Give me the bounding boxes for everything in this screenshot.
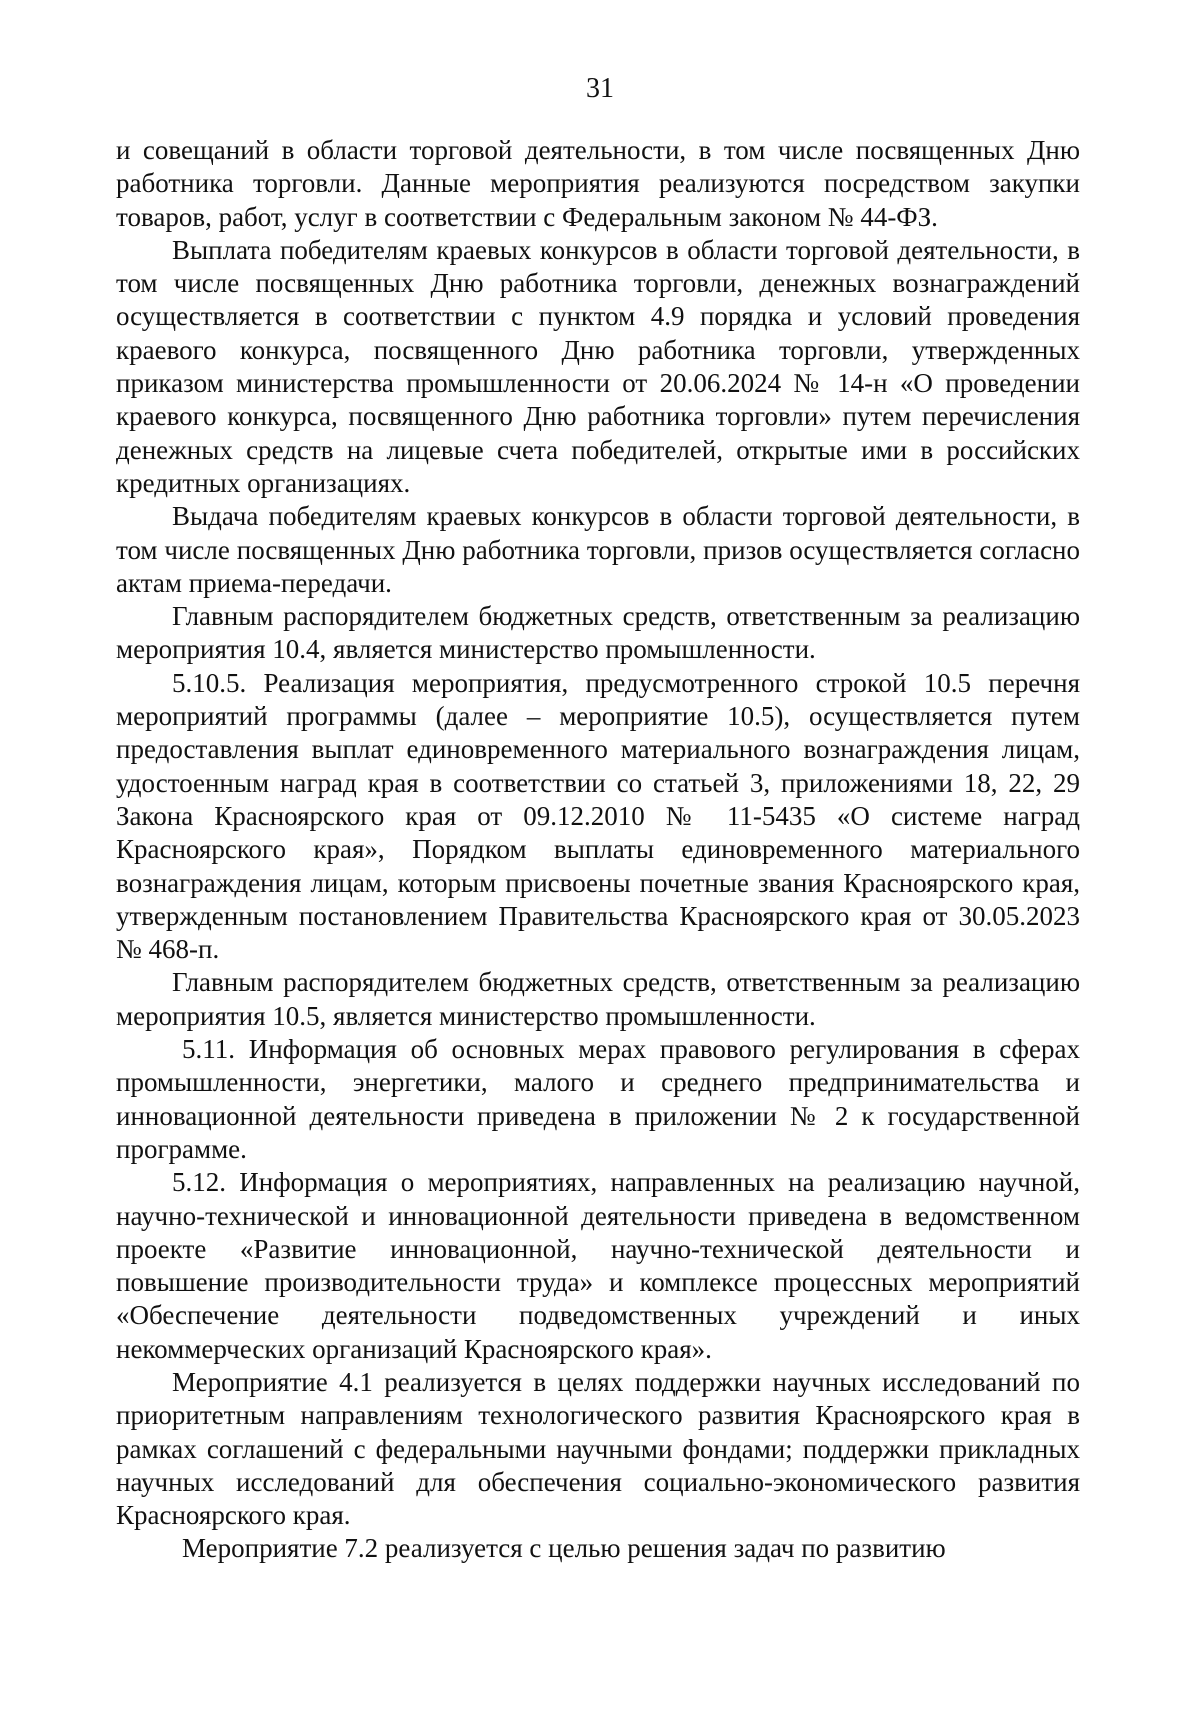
paragraph-measure-4-1: Мероприятие 4.1 реализуется в целях поддержки научных исследований по приоритетным направлениям технологического развития Красноярского края в рамках соглашений с федеральными научными фондами; поддержки прикладных научных исследований для обеспечения социально-экономического развития Красноярского края.	[116, 1366, 1080, 1531]
paragraph-prizes: Выдача победителям краевых конкурсов в области торговой деятельности, в том числе посвященных Дню работника торговли, призов осуществляется согласно актам приема-передачи.	[116, 501, 1080, 598]
paragraph-continuation: и совещаний в области торговой деятельности, в том числе посвященных Дню работника торговли. Данные мероприятия реализуются посредством закупки товаров, работ, услуг в соответствии с Федеральным законом № 44-ФЗ.	[116, 135, 1080, 232]
paragraph-5-11: 5.11. Информация об основных мерах правового регулирования в сферах промышленности, энергетики, малого и среднего предпринимательства и инновационной деятельности приведена в приложении № 2 к государственной программе.	[116, 1034, 1080, 1164]
paragraph-5-10-5: 5.10.5. Реализация мероприятия, предусмотренного строкой 10.5 перечня мероприятий программы (далее – мероприятие 10.5), осуществляется путем предоставления выплат единовременного материального вознаграждения лицам, удостоенным наград края в соответствии со статьей 3, приложениями 18, 22, 29 Закона Красноярского края от 09.12.2010 № 11-5435 «О системе наград Красноярского края», Порядком выплаты единовременного материального вознаграждения лицам, которым присвоены почетные звания Красноярского края, утвержденным постановлением Правительства Красноярского края от 30.05.2023 № 468-п.	[116, 667, 1080, 965]
document-body	[116, 134, 1080, 1566]
paragraph-measure-7-2: Мероприятие 7.2 реализуется с целью решения задач по развитию	[182, 1533, 946, 1564]
paragraph-budget-manager-10-5: Главным распорядителем бюджетных средств, ответственным за реализацию мероприятия 10.5, является министерство промышленности.	[116, 967, 1080, 1031]
paragraph-payment-winners: Выплата победителям краевых конкурсов в области торговой деятельности, в том числе посвященных Дню работника торговли, денежных вознаграждений осуществляется в соответствии с пунктом 4.9 порядка и условий проведения краевого конкурса, посвященного Дню работника торговли, утвержденных приказом министерства промышленности от 20.06.2024 № 14-н «О проведении краевого конкурса, посвященного Дню работника торговли» путем перечисления денежных средств на лицевые счета победителей, открытые ими в российских кредитных организациях.	[116, 234, 1080, 498]
paragraph-5-12: 5.12. Информация о мероприятиях, направленных на реализацию научной, научно-технической и инновационной деятельности приведена в ведомственном проекте «Развитие инновационной, научно-технической деятельности и повышение производительности труда» и комплексе процессных мероприятий «Обеспечение деятельности подведомственных учреждений и иных некоммерческих организаций Красноярского края».	[116, 1167, 1080, 1364]
page-number: 31	[586, 73, 614, 104]
paragraph-budget-manager-10-4: Главным распорядителем бюджетных средств, ответственным за реализацию мероприятия 10.4, является министерство промышленности.	[116, 601, 1080, 665]
